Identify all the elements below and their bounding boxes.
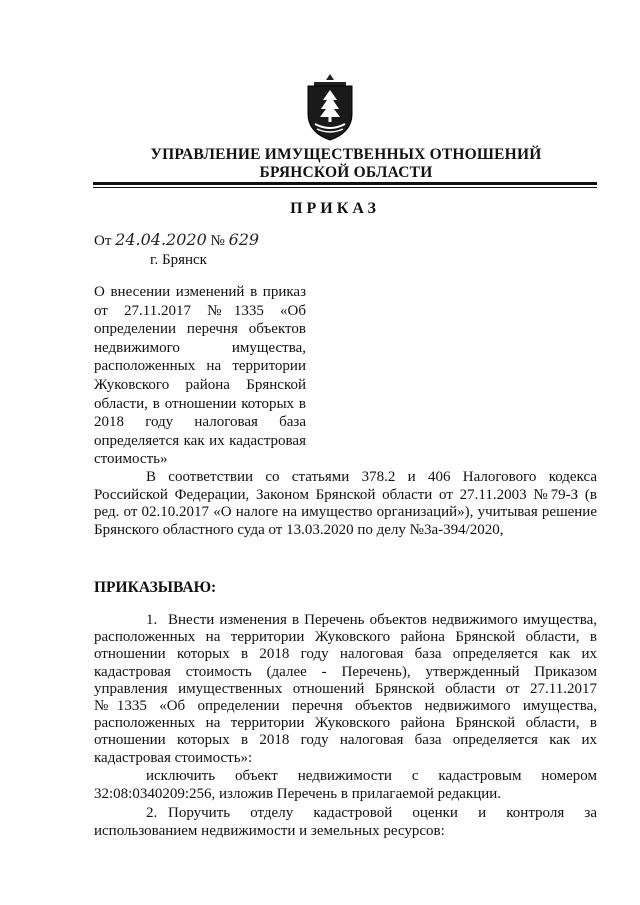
order-subject: О внесении изменений в приказ от 27.11.2017 №1335 «Об определении перечня объектов недвижимого имущества, расположенных на территории Жуковского района Брянской области, в отношении которых в 2018 году налоговая база определяется как их кадастровая стоимость»: [94, 284, 306, 468]
organization-name-line1: УПРАВЛЕНИЕ ИМУЩЕСТВЕННЫХ ОТНОШЕНИЙ: [150, 146, 542, 163]
document-title: ПРИКАЗ: [290, 200, 380, 217]
order-item-2-number: 2.: [146, 805, 158, 821]
order-number-handwritten: 629: [228, 230, 260, 249]
date-prefix: От: [94, 233, 112, 249]
order-item-2-text: Поручить отделу кадастровой оценки и контроля за использованием недвижимости и земельных ресурсов:: [94, 805, 597, 839]
order-item-2: [94, 805, 597, 840]
order-item-1-text: Внести изменения в Перечень объектов недвижимого имущества, расположенных на территории Жуковского района Брянской области, в отношении которых в 2018 году налоговая база определяется как их кадастровая стоимость (далее - Перечень), утвержденный Приказом управления имущественных отношений Брянской области от 27.11.2017 №1335 «Об определении перечня объектов недвижимого имущества, расположенных на территории Жуковского района Брянской области, в отношении которых в 2018 году налоговая база определяется как их кадастровая стоимость»:: [94, 612, 597, 766]
order-item-1: [94, 612, 597, 767]
order-date-line: [94, 230, 259, 250]
order-item-1-subtext: исключить объект недвижимости с кадастровым номером 32:08:0340209:256, изложив Перечень в прилагаемой редакции.: [94, 768, 597, 802]
header-divider-thick: [93, 182, 597, 185]
number-prefix: №: [210, 233, 225, 249]
order-date-handwritten: 24.04.2020: [115, 230, 207, 249]
preamble-paragraph: В соответствии со статьями 378.2 и 406 Налогового кодекса Российской Федерации, Законом Брянской области от 27.11.2003 №79-З (в ред. от 02.10.2017 «О налоге на имущество организаций»), учитывая решение Брянского областного суда от 13.03.2020 по делу №3а-394/2020,: [94, 469, 597, 538]
order-item-1-number: 1.: [146, 612, 158, 628]
city-line: г. Брянск: [150, 252, 207, 268]
organization-name-line2: БРЯНСКОЙ ОБЛАСТИ: [259, 164, 433, 181]
order-directive-heading: ПРИКАЗЫВАЮ:: [94, 579, 217, 596]
header-divider-thin: [93, 187, 597, 188]
bryansk-region-coat-of-arms-icon: [300, 72, 360, 142]
